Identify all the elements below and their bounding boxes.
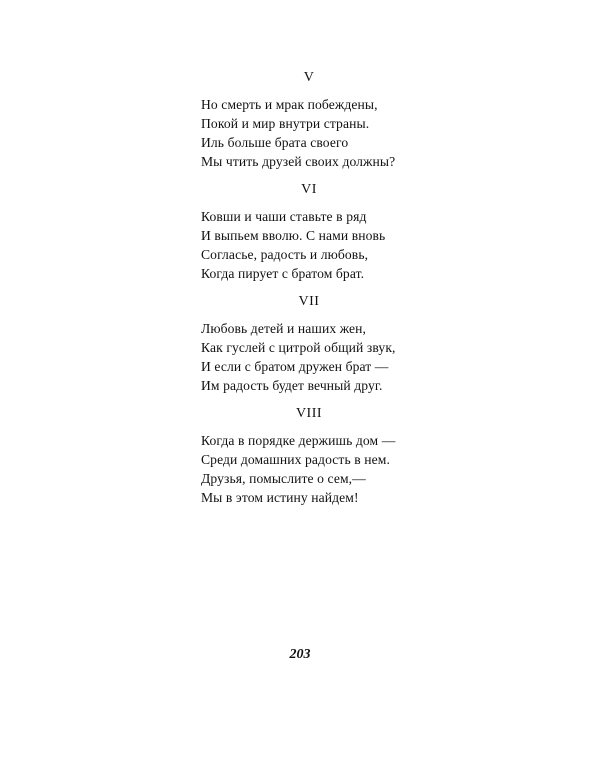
poem-line: И выпьем вволю. С нами вновь [201, 228, 386, 243]
poem-line: Мы чтить друзей своих должны? [201, 154, 396, 169]
stanza-number: VI [301, 182, 317, 197]
stanza-number: VIII [295, 406, 323, 421]
poem-line: Им радость будет вечный друг. [201, 378, 383, 393]
poem-line: Покой и мир внутри страны. [201, 116, 370, 131]
poem-line: Любовь детей и наших жен, [201, 321, 367, 336]
poem-line: Иль больше брата своего [201, 135, 349, 150]
poem-line: Среди домашних радость в нем. [201, 452, 390, 467]
poem-line: И если с братом дружен брат — [201, 359, 389, 374]
poem [201, 68, 441, 516]
poem-line: Как гуслей с цитрой общий звук, [201, 340, 396, 355]
poem-line: Ковши и чаши ставьте в ряд [201, 209, 367, 224]
poem-line: Когда в порядке держишь дом — [201, 433, 396, 448]
stanza-number: V [303, 70, 315, 85]
poem-line: Но смерть и мрак побеждены, [201, 97, 378, 112]
stanza-6 [201, 180, 441, 283]
page-number: 203 [289, 647, 311, 662]
poem-line: Друзья, помыслите о сем,— [201, 471, 366, 486]
stanza-7 [201, 292, 441, 395]
stanza-5 [201, 68, 441, 171]
poem-line: Мы в этом истину найдем! [201, 490, 359, 505]
poem-line: Согласье, радость и любовь, [201, 247, 369, 262]
stanza-number: VII [298, 294, 320, 309]
poem-line: Когда пирует с братом брат. [201, 266, 365, 281]
stanza-8 [201, 404, 441, 507]
